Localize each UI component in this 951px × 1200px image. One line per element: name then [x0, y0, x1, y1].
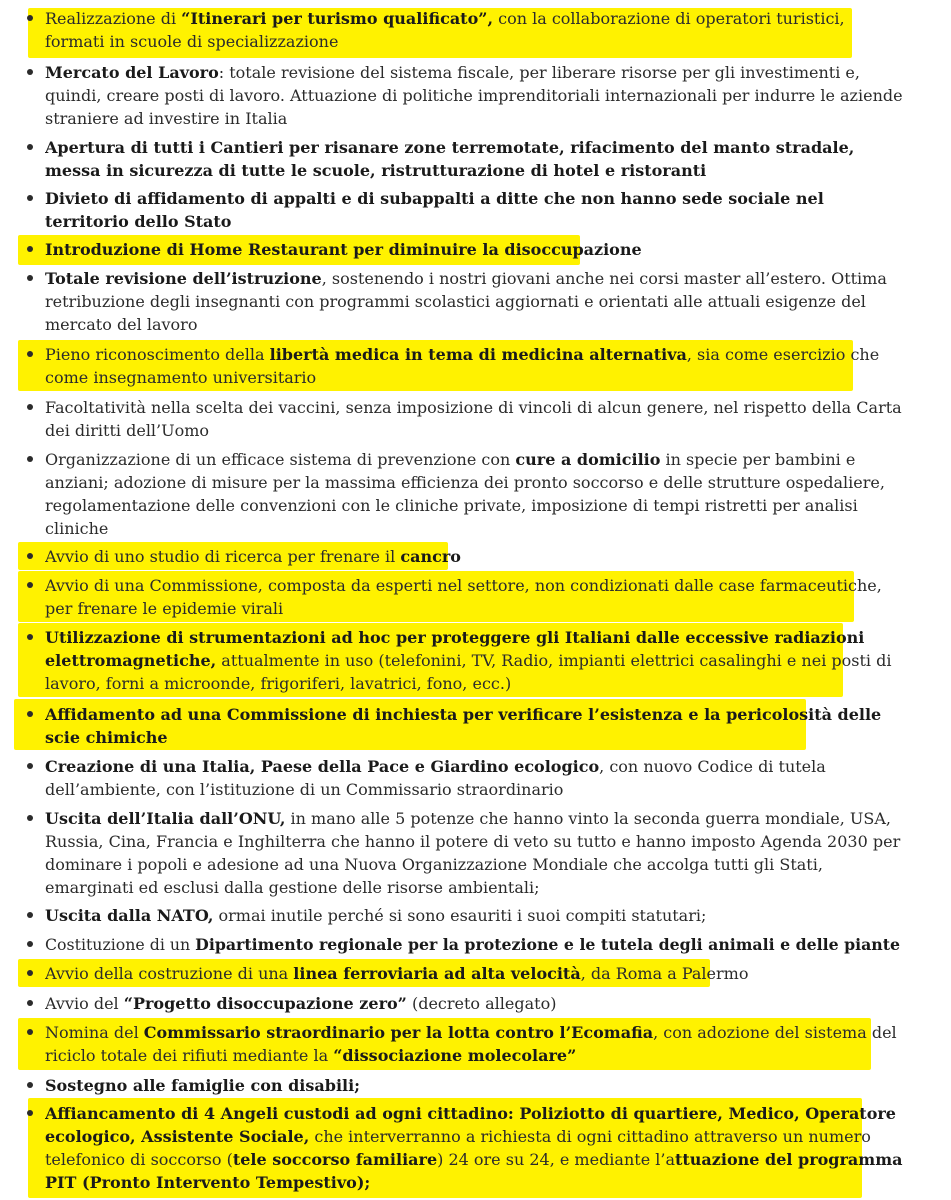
bold-text: Sostegno alle famiglie con disabili; [45, 1076, 361, 1095]
bullet-icon [27, 553, 33, 559]
bullet-icon [27, 351, 33, 357]
text-segment: Pieno riconoscimento della [45, 345, 270, 364]
text-segment: (decreto allegato) [406, 994, 557, 1013]
bold-text: Dipartimento regionale per la protezione e le tutela degli animali e delle piante [195, 935, 901, 954]
bullet-icon [27, 582, 33, 588]
text-segment: attualmente in uso (telefonini, TV, Radio, impianti elettrici casalinghi e nei posti di lavoro, forni a microonde, frigoriferi, lavatrici, fono, ecc.) [45, 651, 892, 693]
list-item-text [45, 574, 905, 620]
bullet-icon [27, 1082, 33, 1088]
text-segment: con la collaborazione di operatori turistici, formati in scuole di specializzazione [45, 9, 845, 51]
text-segment: in mano alle 5 potenze che hanno vinto la seconda guerra mondiale, USA, Russia, Cina, Francia e Inghilterra che hanno il potere di veto su tutto e hanno imposto Agenda 2030 per dominare i popoli e adesione ad una Nuova Organizzazione Mondiale che accolga tutti gli Stati, emarginati ed esclusi dalla gestione delle risorse ambientali; [45, 809, 901, 897]
bold-text: Mercato del Lavoro [45, 63, 219, 82]
list-item-text [45, 1102, 905, 1194]
bold-text: Affiancamento di 4 Angeli custodi ad ogni cittadino: Poliziotto di quartiere, Medico, Operatore ecologico, Assistente Sociale, [45, 1104, 896, 1146]
bullet-icon [27, 634, 33, 640]
bullet-icon [27, 15, 33, 21]
text-segment: Facoltatività nella scelta dei vaccini, senza imposizione di vincoli di alcun genere, nel rispetto della Carta dei diritti dell’Uomo [45, 398, 902, 440]
text-segment: : totale revisione del sistema fiscale, per liberare risorse per gli investimenti e, quindi, creare posti di lavoro. Attuazione di politiche imprenditoriali internazionali per indurre le aziende straniere ad investire in Italia [45, 63, 903, 128]
bold-text: libertà medica in tema di medicina alternativa [269, 345, 687, 364]
list-item-text [45, 267, 905, 336]
list-item-text [45, 962, 905, 985]
list-item-text [45, 703, 905, 749]
list-item-text [45, 136, 905, 182]
bullet-icon [27, 69, 33, 75]
text-segment: Avvio di una Commissione, composta da esperti nel settore, non condizionati dalle case farmaceutiche, per frenare le epidemie virali [45, 576, 882, 618]
bold-text: “Itinerari per turismo qualificato”, [181, 9, 494, 28]
bold-text: Introduzione di Home Restaurant per diminuire la disoccupazione [45, 240, 642, 259]
bold-text: Totale revisione dell’istruzione [45, 269, 322, 288]
bold-text: tele soccorso familiare [232, 1150, 438, 1169]
bullet-icon [27, 815, 33, 821]
bullet-icon [27, 912, 33, 918]
bold-text: ttuazione del programma PIT (Pronto Intervento Tempestivo); [45, 1150, 903, 1192]
list-item-text [45, 933, 905, 956]
bullet-icon [27, 1000, 33, 1006]
list-item-text [45, 807, 905, 899]
text-segment: Avvio del [45, 994, 124, 1013]
bullet-icon [27, 246, 33, 252]
bold-text: “Progetto disoccupazione zero” [123, 994, 407, 1013]
list-item-text [45, 448, 905, 540]
list-item-text [45, 61, 905, 130]
text-segment: Costituzione di un [45, 935, 196, 954]
list-item-text [45, 187, 905, 233]
list-item-text [45, 396, 905, 442]
list-item-text [45, 904, 905, 927]
bullet-icon [27, 1029, 33, 1035]
bullet-icon [27, 195, 33, 201]
list-item-text [45, 7, 905, 53]
bold-text: cancro [400, 547, 461, 566]
bullet-icon [27, 144, 33, 150]
text-segment: Avvio della costruzione di una [45, 964, 294, 983]
text-segment: , con adozione del sistema del riciclo totale dei rifiuti mediante la [45, 1023, 897, 1065]
bullet-icon [27, 941, 33, 947]
text-segment: , sia come esercizio che come insegnamento universitario [45, 345, 880, 387]
list-item-text [45, 755, 905, 801]
text-segment: , da Roma a Palermo [580, 964, 749, 983]
bullet-icon [27, 275, 33, 281]
text-segment: , sostenendo i nostri giovani anche nei corsi master all’estero. Ottima retribuzione degli insegnanti con programmi scolastici aggiornati e orientati alle attuali esigenze del mercato del lavoro [45, 269, 887, 334]
bullet-icon [27, 711, 33, 717]
text-segment: Organizzazione di un efficace sistema di prevenzione con [45, 450, 516, 469]
list-item-text [45, 1074, 905, 1097]
text-segment: che interverranno a richiesta di ogni cittadino attraverso un numero telefonico di soccorso ( [45, 1127, 871, 1169]
list-item-text [45, 992, 905, 1015]
text-segment: ormai inutile perché si sono esauriti i suoi compiti statutari; [213, 906, 707, 925]
text-segment: , con nuovo Codice di tutela dell’ambiente, con l’istituzione di un Commissario straordinario [45, 757, 826, 799]
bold-text: Apertura di tutti i Cantieri per risanare zone terremotate, rifacimento del manto stradale, messa in sicurezza di tutte le scuole, ristrutturazione di hotel e ristoranti [45, 138, 855, 180]
bold-text: Affidamento ad una Commissione di inchiesta per verificare l’esistenza e la pericolosità delle scie chimiche [45, 705, 882, 747]
bold-text: Divieto di affidamento di appalti e di subappalti a ditte che non hanno sede sociale nel territorio dello Stato [45, 189, 824, 231]
bullet-icon [27, 970, 33, 976]
text-segment: Realizzazione di [45, 9, 182, 28]
bold-text: Creazione di una Italia, Paese della Pace e Giardino ecologico [45, 757, 600, 776]
list-item-text [45, 238, 905, 261]
text-segment: ) 24 ore su 24, e mediante l’a [437, 1150, 675, 1169]
bold-text: cure a domicilio [515, 450, 661, 469]
text-segment: in specie per bambini e anziani; adozione di misure per la massima efficienza dei pronto soccorso e delle strutture ospedaliere, regolamentazione delle convenzioni con le cliniche private, imposizione di tempi ristretti per analisi cliniche [45, 450, 885, 538]
text-segment: Avvio di uno studio di ricerca per frenare il [45, 547, 401, 566]
list-item-text [45, 545, 905, 568]
bold-text: “dissociazione molecolare” [333, 1046, 577, 1065]
bold-text: Commissario straordinario per la lotta contro l’Ecomafia [143, 1023, 654, 1042]
list-item-text [45, 343, 905, 389]
bullet-icon [27, 763, 33, 769]
bullet-icon [27, 456, 33, 462]
text-segment: Nomina del [45, 1023, 144, 1042]
list-item-text [45, 1021, 905, 1067]
bullet-icon [27, 404, 33, 410]
bold-text: Utilizzazione di strumentazioni ad hoc per proteggere gli Italiani dalle eccessive radiazioni elettromagnetiche, [45, 628, 865, 670]
bold-text: Uscita dell’Italia dall’ONU, [45, 809, 286, 828]
list-item-text [45, 626, 905, 695]
bullet-icon [27, 1110, 33, 1116]
bold-text: Uscita dalla NATO, [45, 906, 214, 925]
bold-text: linea ferroviaria ad alta velocità [293, 964, 581, 983]
